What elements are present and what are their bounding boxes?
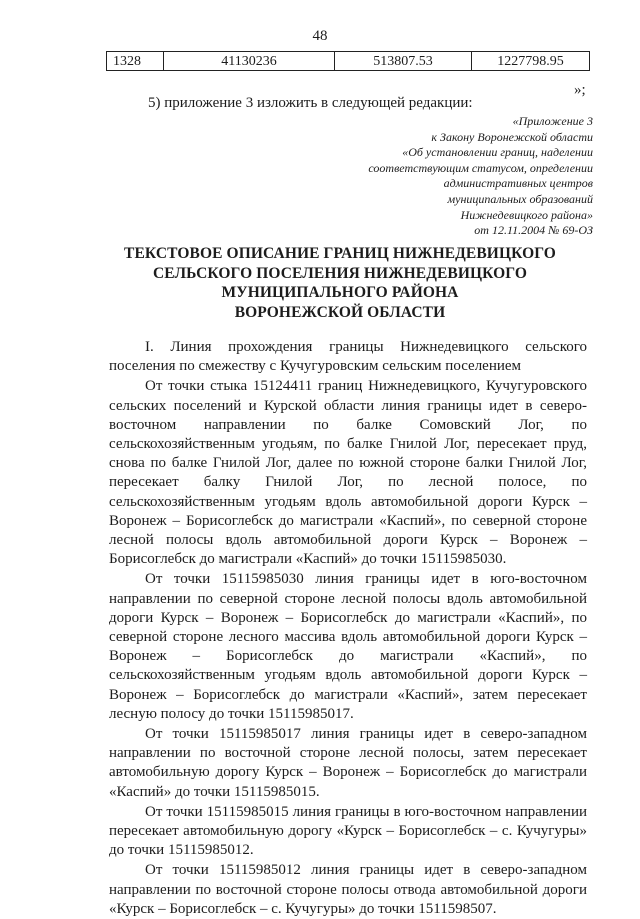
table-cell-point: 1328 xyxy=(107,52,164,71)
table-cell-x: 513807.53 xyxy=(335,52,472,71)
table-cell-y: 1227798.95 xyxy=(472,52,590,71)
section-heading-paragraph: I. Линия прохождения границы Нижнедевицкого сельского поселения по смежеству с Кучугуровским сельским поселением xyxy=(109,339,587,375)
appendix-note-line: от 12.11.2004 № 69-ОЗ xyxy=(474,223,593,238)
page-number: 48 xyxy=(312,28,328,44)
table-cell-id: 41130236 xyxy=(164,52,335,71)
paragraph: От точки стыка 15124411 границ Нижнедевицкого, Кучугуровского сельских поселений и Курской области линия границы идет в северо-восточном направлении по балке Сомовский Лог, по сельскохозяйственным угодьям, по балке Гнилой Лог, пересекает пруд, снова по балке Гнилой Лог, далее по южной стороне балки Гнилой Лог, пересекает балку Гнилой Лог, по лесной полосе, по сельскохозяйственным угодьям вдоль автомобильной дороги Курск – Воронеж – Борисоглебск до магистрали «Каспий», по северной стороне лесной полосы вдоль автомобильной дороги Курск – Воронеж – Борисоглебск до магистрали «Каспий» до точки 15115985030. xyxy=(109,378,587,568)
title-line: ТЕКСТОВОЕ ОПИСАНИЕ ГРАНИЦ НИЖНЕДЕВИЦКОГО xyxy=(124,245,556,262)
appendix-note-line: муниципальных образований xyxy=(447,191,593,206)
appendix-note xyxy=(263,114,593,239)
paragraph: От точки 15115985012 линия границы идет в северо-западном направлении по восточной стороне полосы отвода автомобильной дороги «Курск – Борисоглебск – с. Кучугуры» до точки 1511598507. xyxy=(109,862,587,917)
coordinates-table xyxy=(106,51,590,71)
appendix-note-line: «Об установлении границ, наделении xyxy=(402,145,593,160)
appendix-note-line: административных центров xyxy=(443,176,593,191)
appendix-note-line: Нижнедевицкого района» xyxy=(460,207,593,222)
paragraph: От точки 15115985030 линия границы идет в юго-восточном направлении по северной стороне лесной полосы вдоль автомобильной дороги Курск – Воронеж – Борисоглебск до магистрали «Каспий», по северной стороне лесного массива вдоль автомобильной дороги Курск – Воронеж – Борисоглебск до магистрали «Каспий», по сельскохозяйственным угодьям вдоль автомобильной дороги Курск – Воронеж – Борисоглебск до магистрали «Каспий», затем пересекает лесную полосу до точки 15115985017. xyxy=(109,571,587,722)
title-line: МУНИЦИПАЛЬНОГО РАЙОНА xyxy=(221,284,459,301)
title-line: ВОРОНЕЖСКОЙ ОБЛАСТИ xyxy=(234,303,446,321)
document-title xyxy=(100,244,580,322)
paragraph: От точки 15115985015 линия границы в юго-восточном направлении пересекает автомобильную дорогу «Курск – Борисоглебск – с. Кучугуры» до точки 15115985012. xyxy=(109,803,587,859)
appendix-note-line: «Приложение 3 xyxy=(512,114,593,128)
title-line: СЕЛЬСКОГО ПОСЕЛЕНИЯ НИЖНЕДЕВИЦКОГО xyxy=(152,264,528,282)
appendix-note-line: к Закону Воронежской области xyxy=(431,129,593,144)
intro-line: 5) приложение 3 изложить в следующей редакции: xyxy=(148,95,473,111)
table-row xyxy=(107,52,590,71)
appendix-note-line: соответствующим статусом, определении xyxy=(368,160,593,175)
paragraph: От точки 15115985017 линия границы идет в северо-западном направлении по восточной стороне лесной полосы, затем пересекает автомобильную дорогу Курск – Воронеж – Борисоглебск до магистрали «Каспий» до точки 15115985015. xyxy=(109,726,587,800)
table-end-quote: »; xyxy=(574,82,586,98)
body-text xyxy=(109,338,587,919)
